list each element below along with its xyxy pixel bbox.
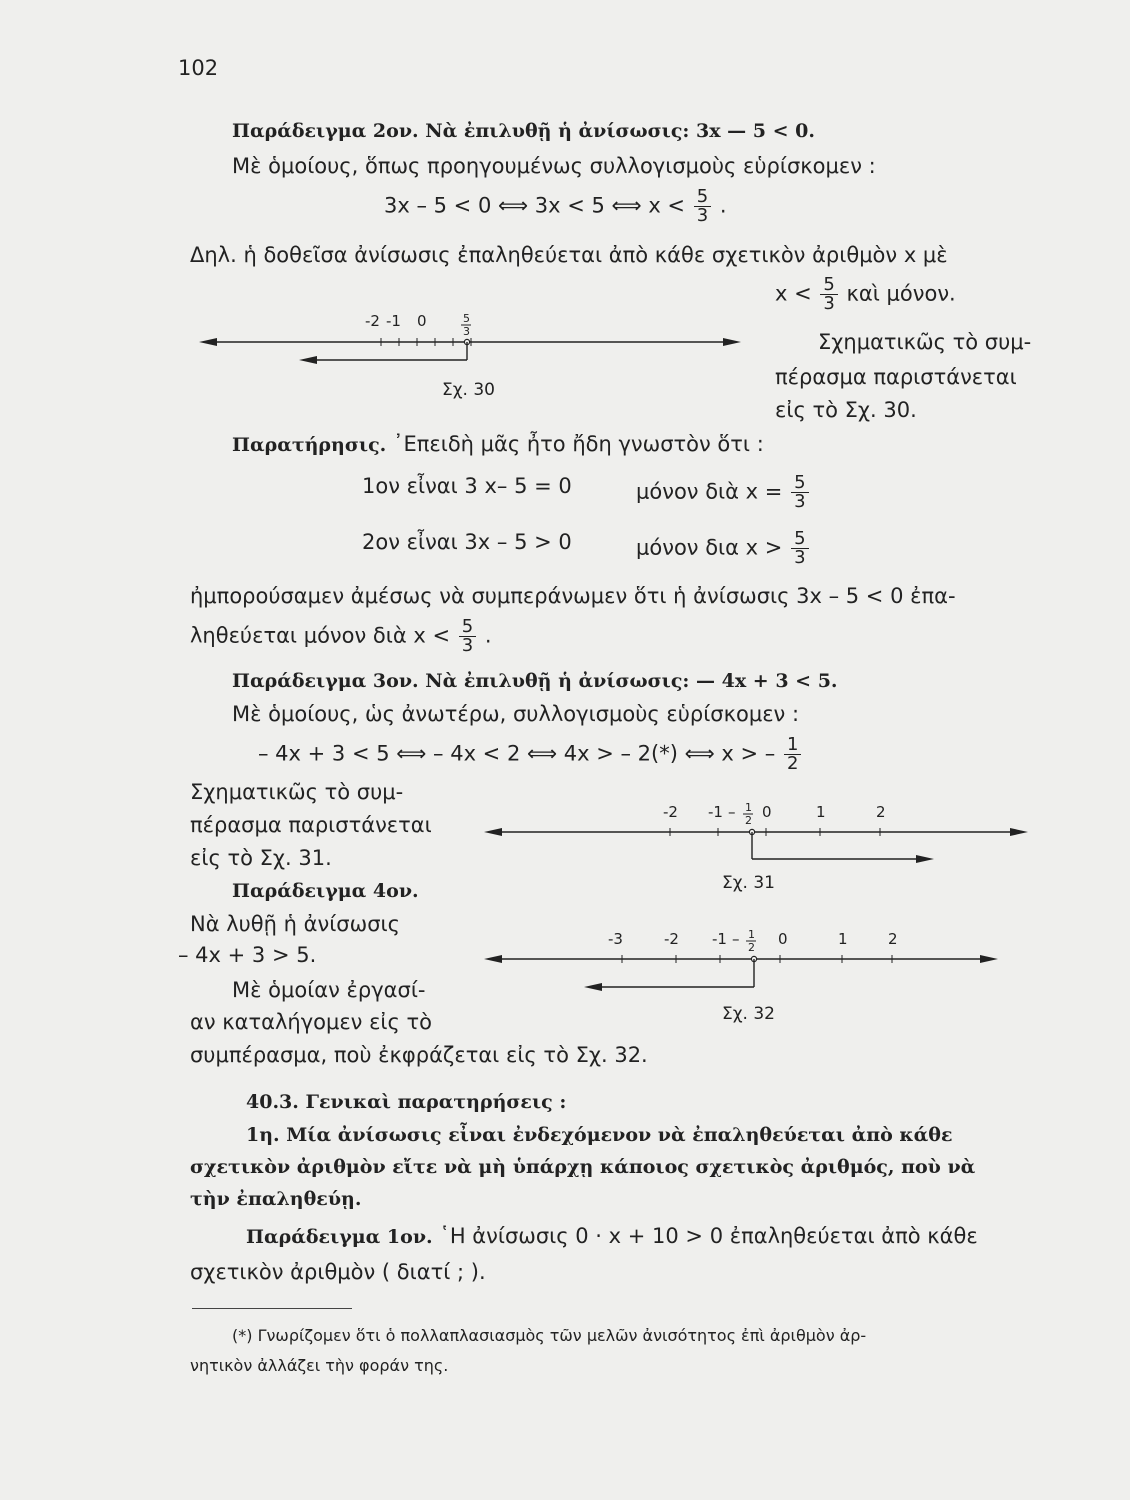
frac-num: 1 xyxy=(784,736,801,755)
remark-line xyxy=(232,432,764,457)
example3-equation xyxy=(258,736,803,773)
section-rule-line-1: 1η. Μία ἀνίσωσις εἶναι ἐνδεχόμενον νὰ ἐπαληθεύεται ἀπὸ κάθε xyxy=(246,1124,953,1146)
tick-label-minus1: -1 xyxy=(386,312,401,330)
section-example1 xyxy=(246,1224,978,1249)
equation-text: – 4x + 3 < 5 ⟺ – 4x < 2 ⟺ 4x > – 2(*) ⟺ x > – xyxy=(258,741,776,766)
example1-label: Παράδειγμα 1ον. xyxy=(246,1226,433,1248)
example3-intro: Μὲ ὁμοίους, ὡς ἀνωτέρω, συλλογισμοὺς εὑρίσκομεν : xyxy=(232,702,800,726)
footnote-divider xyxy=(192,1308,352,1309)
example4-heading: Παράδειγμα 4ον. xyxy=(232,880,419,902)
example3-side-line-2: πέρασμα παριστάνεται xyxy=(190,813,432,837)
tick-label-2: 2 xyxy=(888,930,898,948)
remark-item2-b xyxy=(636,530,811,567)
tick-label-0: 0 xyxy=(417,312,427,330)
remark-text: ᾿Επειδὴ μᾶς ἦτο ἤδη γνωστὸν ὅτι : xyxy=(392,432,764,456)
item1-text: μόνον διὰ x = xyxy=(636,479,783,504)
fraction-5-3 xyxy=(459,618,476,655)
frac-den: 3 xyxy=(794,547,806,568)
solution-arrow xyxy=(584,983,602,991)
example2-equation xyxy=(384,188,727,225)
tick-label-1: 1 xyxy=(816,803,826,821)
condition-prefix: x < xyxy=(775,281,812,306)
example2-side-line-1: Σχηματικῶς τὸ συμ- xyxy=(818,330,1032,354)
tick-label-0: 0 xyxy=(762,803,772,821)
example4-line-4: αν καταλήγομεν εἰς τὸ xyxy=(190,1010,433,1034)
axis-arrow-left xyxy=(199,338,217,346)
remark-item1-a: 1ον εἶναι 3 x– 5 = 0 xyxy=(362,474,572,498)
tick-label-minus2: -2 xyxy=(365,312,380,330)
tick-label-minus2: -2 xyxy=(664,930,679,948)
fig31-caption: Σχ. 31 xyxy=(722,873,776,893)
axis-arrow-right xyxy=(980,955,998,963)
tick-label-minus1: -1 xyxy=(708,803,723,821)
frac-num: 5 xyxy=(820,276,837,295)
tick-label-minus1: -1 xyxy=(712,930,727,948)
example3-side-line-3: εἰς τὸ Σχ. 31. xyxy=(190,846,332,870)
section-rule-line-3: τὴν ἐπαληθεύῃ. xyxy=(190,1188,362,1210)
number-line-fig30 xyxy=(195,300,755,380)
half-num: 1 xyxy=(748,928,755,941)
frac-num: 5 xyxy=(791,530,808,549)
example3-side-line-1: Σχηματικῶς τὸ συμ- xyxy=(190,780,404,804)
frac-den: 3 xyxy=(696,205,709,226)
number-line-fig32 xyxy=(480,922,1040,1002)
example2-side-line-2: πέρασμα παριστάνεται xyxy=(775,365,1017,389)
tick-label-minus2: -2 xyxy=(663,803,678,821)
example4-line-2: – 4x + 3 > 5. xyxy=(178,943,317,967)
condition-suffix: καὶ μόνον. xyxy=(846,281,956,306)
item2-text: μόνον δια x > xyxy=(636,535,783,560)
example2-side-line-3: εἰς τὸ Σχ. 30. xyxy=(775,398,917,422)
remark-item2-a: 2ον εἶναι 3x – 5 > 0 xyxy=(362,530,572,554)
frac-den: 3 xyxy=(794,491,806,512)
example4-line-1: Νὰ λυθῇ ἡ ἀνίσωσις xyxy=(190,912,400,936)
tick-label-0: 0 xyxy=(778,930,788,948)
example2-intro: Μὲ ὁμοίους, ὅπως προηγουμένως συλλογισμοὺς εὑρίσκομεν : xyxy=(232,154,876,178)
fraction-1-2 xyxy=(784,736,801,773)
equation-text: 3x – 5 < 0 ⟺ 3x < 5 ⟺ x < xyxy=(384,193,686,218)
frac-label-den: 3 xyxy=(463,325,470,338)
tick-label-2: 2 xyxy=(876,803,886,821)
frac-den: 3 xyxy=(461,635,474,656)
solution-arrow xyxy=(916,855,934,863)
remark-conclusion-2 xyxy=(190,618,492,655)
tick-label-minus3: -3 xyxy=(608,930,623,948)
axis-arrow-right xyxy=(1010,828,1028,836)
fraction-5-3 xyxy=(694,188,711,225)
example2-line1: Δηλ. ἡ δοθεῖσα ἀνίσωσις ἐπαληθεύεται ἀπὸ κάθε σχετικὸν ἀριθμὸν x μὲ xyxy=(190,243,948,267)
section-example1-line2: σχετικὸν ἀριθμὸν ( διατί ; ). xyxy=(190,1260,486,1284)
frac-den: 3 xyxy=(823,293,835,314)
number-line-fig31 xyxy=(480,795,1040,875)
equation-end: . xyxy=(719,193,727,218)
half-den: 2 xyxy=(748,941,755,954)
example4-line-5: συμπέρασμα, ποὺ ἐκφράζεται εἰς τὸ Σχ. 32. xyxy=(190,1043,648,1067)
fraction-5-3 xyxy=(820,276,837,313)
page-number: 102 xyxy=(178,56,219,80)
section-rule-line-2: σχετικὸν ἀριθμὸν εἴτε νὰ μὴ ὑπάρχῃ κάποιος σχετικὸς ἀριθμός, ποὺ νὰ xyxy=(190,1156,976,1178)
example3-heading: Παράδειγμα 3ον. Νὰ ἐπιλυθῇ ἡ ἀνίσωσις: — 4x + 3 < 5. xyxy=(232,670,838,692)
axis-arrow-left xyxy=(484,955,502,963)
tick-label-1: 1 xyxy=(838,930,848,948)
footnote-line-1: (*) Γνωρίζομεν ὅτι ὁ πολλαπλασιασμὸς τῶν μελῶν ἀνισότητος ἐπὶ ἀριθμὸν ἀρ- xyxy=(232,1326,867,1345)
frac-num: 5 xyxy=(459,618,476,637)
example4-line-3: Μὲ ὁμοίαν ἐργασί- xyxy=(232,978,426,1002)
frac-den: 2 xyxy=(786,753,799,774)
section-heading: 40.3. Γενικαὶ παρατηρήσεις : xyxy=(246,1091,567,1113)
example2-condition xyxy=(775,276,956,313)
frac-num: 5 xyxy=(694,188,711,207)
remark-conclusion-1: ἠμπορούσαμεν ἀμέσως νὰ συμπεράνωμεν ὅτι ἡ ἀνίσωσις 3x – 5 < 0 ἐπα- xyxy=(190,584,956,608)
half-den: 2 xyxy=(745,814,752,827)
remark-item1-b xyxy=(636,474,811,511)
minus-sign: – xyxy=(732,930,740,948)
footnote-line-2: νητικὸν ἀλλάζει τὴν φοράν της. xyxy=(190,1356,449,1375)
solution-arrow xyxy=(299,356,317,364)
remark-label: Παρατήρησις. xyxy=(232,434,387,456)
fig30-caption: Σχ. 30 xyxy=(442,380,496,400)
frac-num: 5 xyxy=(791,474,808,493)
half-num: 1 xyxy=(745,801,752,814)
fraction-5-3 xyxy=(791,530,808,567)
example1-text: ῾Η ἀνίσωσις 0 · x + 10 > 0 ἐπαληθεύεται ἀπὸ κάθε xyxy=(439,1224,978,1248)
minus-sign: – xyxy=(728,803,736,821)
frac-label-num: 5 xyxy=(463,312,470,325)
axis-arrow-right xyxy=(723,338,741,346)
axis-arrow-left xyxy=(484,828,502,836)
fig32-caption: Σχ. 32 xyxy=(722,1004,776,1024)
fraction-5-3 xyxy=(791,474,808,511)
conclusion-suffix: . xyxy=(484,623,492,648)
conclusion-prefix: ληθεύεται μόνον διὰ x < xyxy=(190,623,451,648)
example2-heading: Παράδειγμα 2ον. Νὰ ἐπιλυθῇ ἡ ἀνίσωσις: 3x — 5 < 0. xyxy=(232,120,815,142)
